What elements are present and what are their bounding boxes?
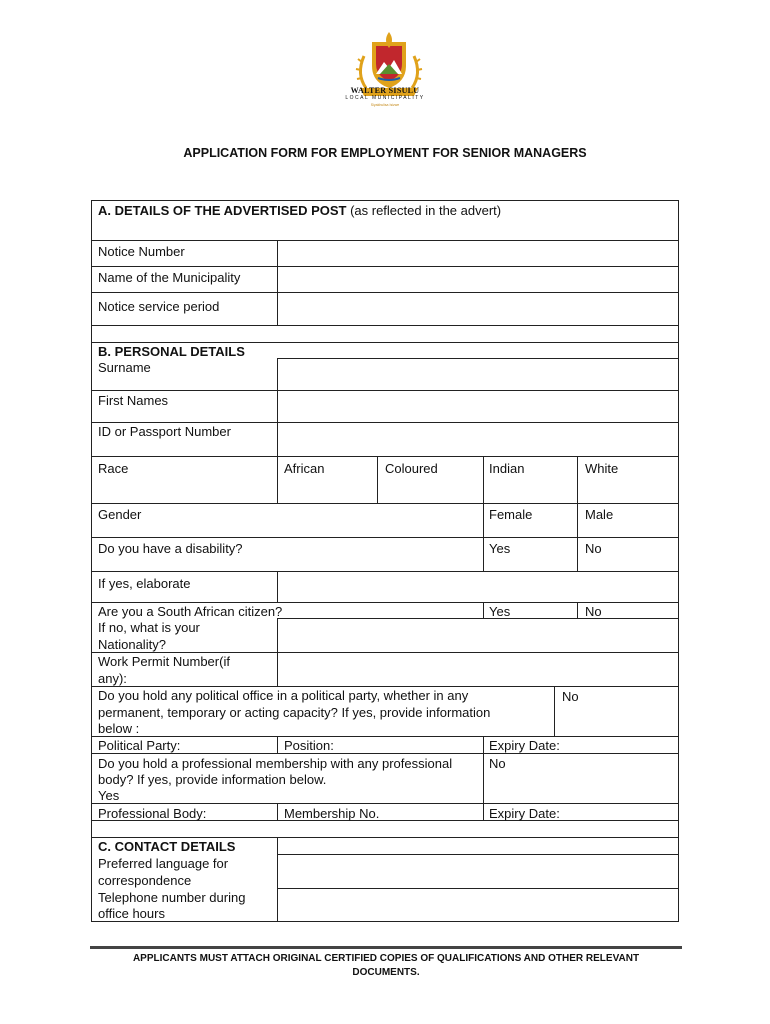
elaborate-field[interactable] xyxy=(278,572,678,602)
notice-number-label: Notice Number xyxy=(98,244,185,259)
race-option-coloured[interactable]: Coloured xyxy=(385,461,438,476)
disability-label: Do you have a disability? xyxy=(98,541,243,556)
political-question-line3: below : xyxy=(98,721,140,736)
footer-note xyxy=(90,952,682,980)
citizen-option-no[interactable]: No xyxy=(585,604,602,619)
political-question-line2: permanent, temporary or acting capacity? If yes, provide information xyxy=(98,705,491,720)
political-option-no[interactable]: No xyxy=(562,689,579,704)
language-field[interactable] xyxy=(278,855,678,888)
political-party-label: Political Party: xyxy=(98,738,181,753)
id-number-label: ID or Passport Number xyxy=(98,424,231,439)
professional-body-label: Professional Body: xyxy=(98,806,207,821)
id-number-field[interactable] xyxy=(278,423,678,456)
municipality-logo xyxy=(350,26,428,122)
gender-option-female[interactable]: Female xyxy=(489,507,533,522)
surname-field[interactable] xyxy=(278,359,678,390)
logo-name: WALTER SISULU xyxy=(350,86,420,95)
permit-field[interactable] xyxy=(278,653,678,686)
footer-line2: DOCUMENTS. xyxy=(352,967,420,978)
section-c-heading: C. CONTACT DETAILS xyxy=(98,839,236,854)
nationality-label-line2: Nationality? xyxy=(98,637,166,652)
position-label: Position: xyxy=(284,738,334,753)
membership-number-label: Membership No. xyxy=(284,806,380,821)
language-label-line1: Preferred language for xyxy=(98,856,229,871)
surname-label: Surname xyxy=(98,360,151,375)
notice-number-field[interactable] xyxy=(278,241,678,266)
section-a-heading-note: (as reflected in the advert) xyxy=(346,203,502,218)
race-option-african[interactable]: African xyxy=(284,461,325,476)
municipality-label: Name of the Municipality xyxy=(98,270,241,285)
form-title: APPLICATION FORM FOR EMPLOYMENT FOR SENIOR MANAGERS xyxy=(183,146,587,160)
political-question-line1: Do you hold any political office in a political party, whether in any xyxy=(98,688,469,703)
permit-label-line2: any): xyxy=(98,671,127,686)
first-names-field[interactable] xyxy=(278,391,678,422)
footer-line1: APPLICANTS MUST ATTACH ORIGINAL CERTIFIED COPIES OF QUALIFICATIONS AND OTHER RELEVANT xyxy=(132,953,640,964)
service-period-label: Notice service period xyxy=(98,299,220,314)
disability-option-no[interactable]: No xyxy=(585,541,602,556)
telephone-label-line2: office hours xyxy=(98,906,165,921)
gender-label: Gender xyxy=(98,507,142,522)
race-option-white[interactable]: White xyxy=(585,461,619,476)
telephone-label-line1: Telephone number during xyxy=(98,890,246,905)
nationality-field[interactable] xyxy=(278,619,678,652)
membership-expiry-label: Expiry Date: xyxy=(489,806,560,821)
footer-rule xyxy=(90,946,682,949)
gender-option-male[interactable]: Male xyxy=(585,507,614,522)
race-option-indian[interactable]: Indian xyxy=(489,461,525,476)
section-b-heading: B. PERSONAL DETAILS xyxy=(98,344,245,359)
membership-question-line2: body? If yes, provide information below. xyxy=(98,772,327,787)
logo-subtitle: LOCAL MUNICIPALITY xyxy=(345,95,425,101)
elaborate-label: If yes, elaborate xyxy=(98,576,191,591)
permit-label-line1: Work Permit Number(if xyxy=(98,654,230,669)
first-names-label: First Names xyxy=(98,393,169,408)
section-a-heading xyxy=(98,202,501,219)
membership-question-line1: Do you hold a professional membership with any professional xyxy=(98,756,453,771)
service-period-field[interactable] xyxy=(278,293,678,325)
language-label-line2: correspondence xyxy=(98,873,192,888)
telephone-field[interactable] xyxy=(278,889,678,921)
political-expiry-label: Expiry Date: xyxy=(489,738,560,753)
disability-option-yes[interactable]: Yes xyxy=(489,541,511,556)
logo-motto: Siyakhulisa Isizwe xyxy=(370,103,400,107)
municipality-field[interactable] xyxy=(278,267,678,292)
citizen-label: Are you a South African citizen? xyxy=(98,604,283,619)
race-label: Race xyxy=(98,461,129,476)
nationality-label-line1: If no, what is your xyxy=(98,620,200,635)
membership-option-yes[interactable]: Yes xyxy=(98,788,120,803)
section-a-heading-text: A. DETAILS OF THE ADVERTISED POST xyxy=(98,203,347,218)
membership-option-no[interactable]: No xyxy=(489,756,506,771)
citizen-option-yes[interactable]: Yes xyxy=(489,604,511,619)
